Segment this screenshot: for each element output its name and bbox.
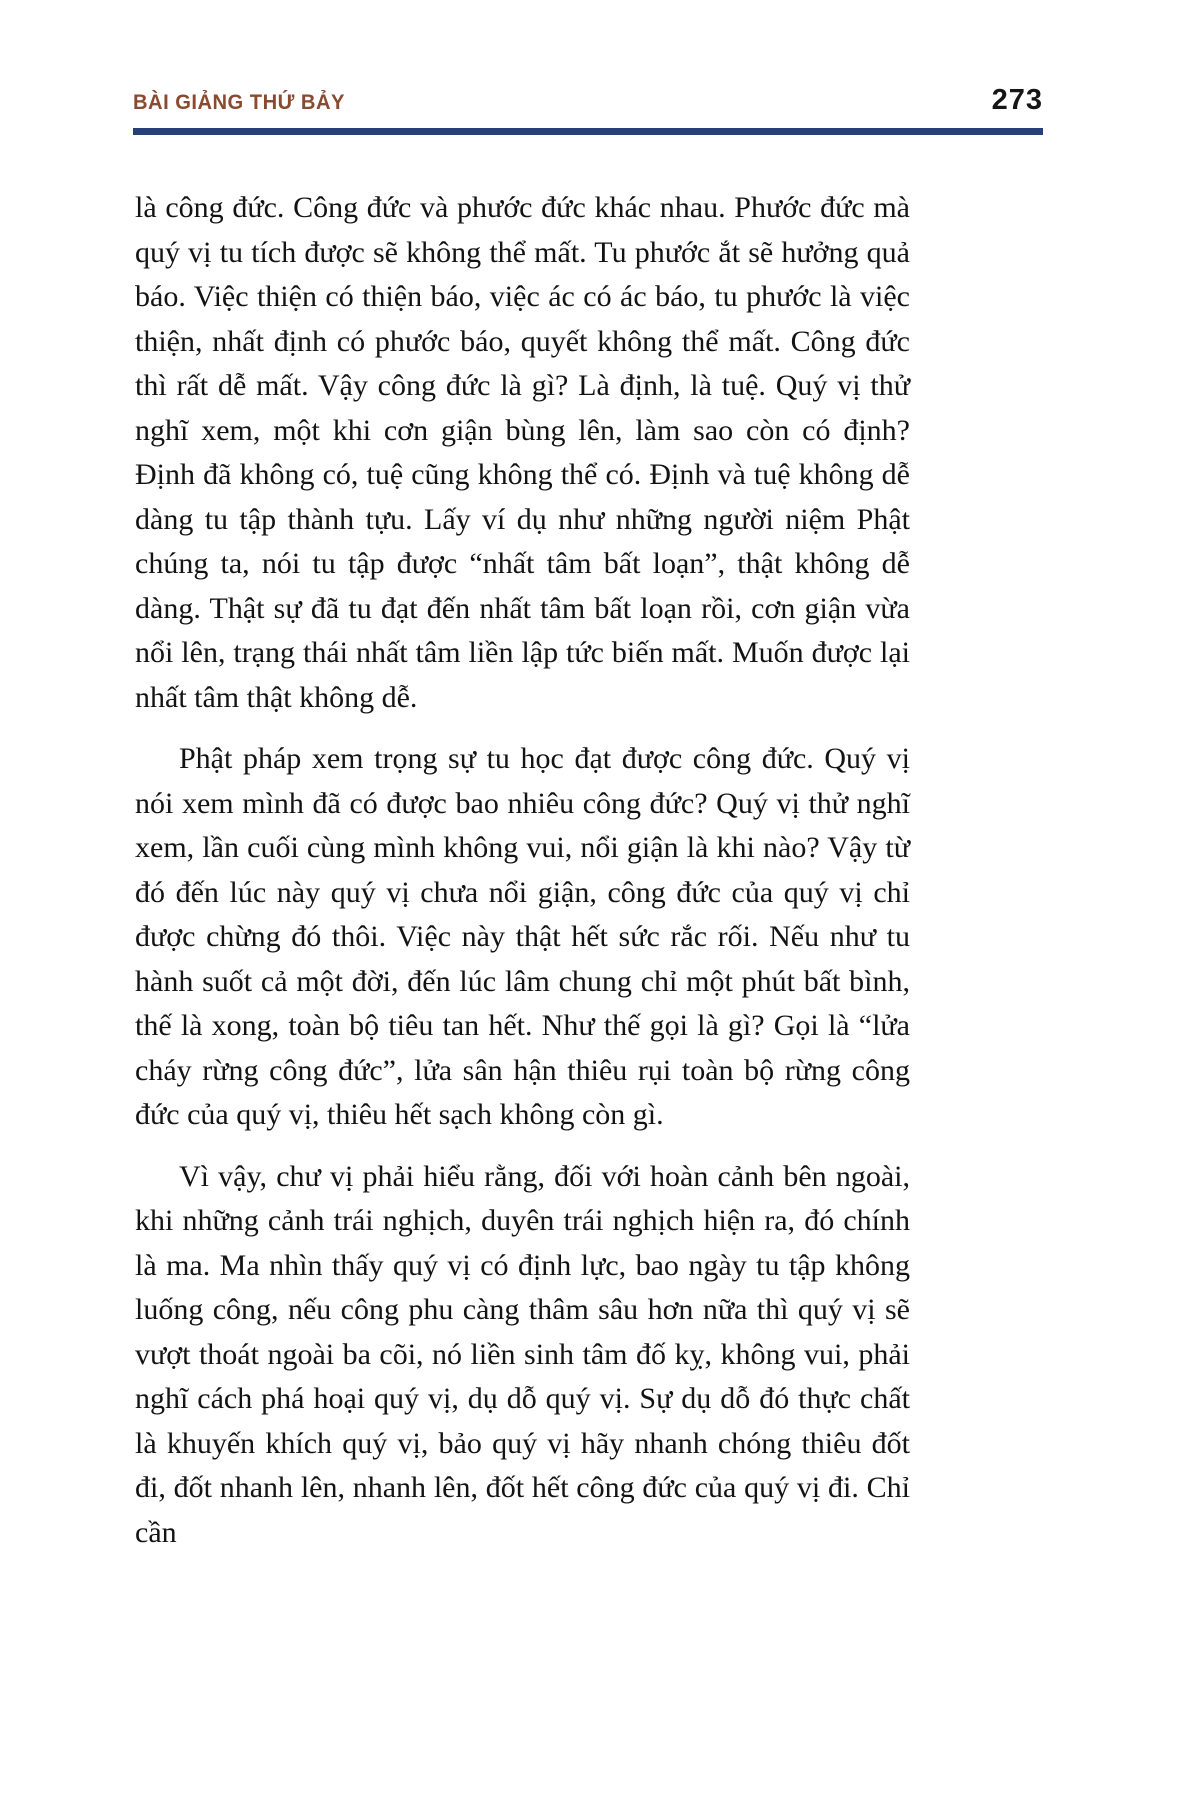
body-text xyxy=(135,186,910,1555)
running-title: BÀI GIẢNG THỨ BẢY xyxy=(133,91,345,114)
header-rule xyxy=(133,128,1043,135)
paragraph-3: Vì vậy, chư vị phải hiểu rằng, đối với hoàn cảnh bên ngoài, khi những cảnh trái nghịch, duyên trái nghịch hiện ra, đó chính là ma. Ma nhìn thấy quý vị có định lực, bao ngày tu tập không luống công, nếu công phu càng thâm sâu hơn nữa thì quý vị sẽ vượt thoát ngoài ba cõi, nó liền sinh tâm đố kỵ, không vui, phải nghĩ cách phá hoại quý vị, dụ dỗ quý vị. Sự dụ dỗ đó thực chất là khuyến khích quý vị, bảo quý vị hãy nhanh chóng thiêu đốt đi, đốt nhanh lên, nhanh lên, đốt hết công đức của quý vị đi. Chỉ cần xyxy=(135,1159,910,1549)
paragraph-2: Phật pháp xem trọng sự tu học đạt được công đức. Quý vị nói xem mình đã có được bao nhiêu công đức? Quý vị thử nghĩ xem, lần cuối cùng mình không vui, nổi giận là khi nào? Vậy từ đó đến lúc này quý vị chưa nổi giận, công đức của quý vị chỉ được chừng đó thôi. Việc này thật hết sức rắc rối. Nếu như tu hành suốt cả một đời, đến lúc lâm chung chỉ một phút bất bình, thế là xong, toàn bộ tiêu tan hết. Như thế gọi là gì? Gọi là “lửa cháy rừng công đức”, lửa sân hận thiêu rụi toàn bộ rừng công đức của quý vị, thiêu hết sạch không còn gì. xyxy=(135,742,910,1131)
paragraph-1: là công đức. Công đức và phước đức khác nhau. Phước đức mà quý vị tu tích được sẽ không thể mất. Tu phước ắt sẽ hưởng quả báo. Việc thiện có thiện báo, việc ác có ác báo, tu phước là việc thiện, nhất định có phước báo, quyết không thể mất. Công đức thì rất dễ mất. Vậy công đức là gì? Là định, là tuệ. Quý vị thử nghĩ xem, một khi cơn giận bùng lên, làm sao còn có định? Định đã không có, tuệ cũng không thể có. Định và tuệ không dễ dàng tu tập thành tựu. Lấy ví dụ như những người niệm Phật chúng ta, nói tu tập được “nhất tâm bất loạn”, thật không dễ dàng. Thật sự đã tu đạt đến nhất tâm bất loạn rồi, cơn giận vừa nổi lên, trạng thái nhất tâm liền lập tức biến mất. Muốn được lại nhất tâm thật không dễ. xyxy=(135,191,910,714)
running-header xyxy=(133,86,1043,115)
page-number: 273 xyxy=(991,84,1043,116)
